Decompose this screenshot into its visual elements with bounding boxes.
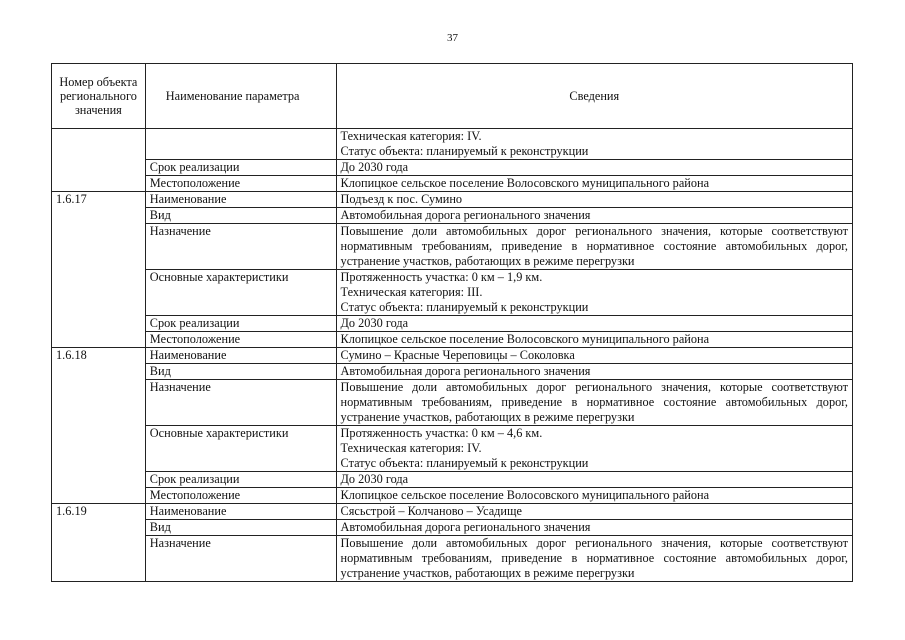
table-row xyxy=(52,192,853,208)
parameter-cell: Основные характеристики xyxy=(145,426,336,472)
value-cell xyxy=(336,426,852,472)
table-body xyxy=(52,129,853,582)
table-row xyxy=(52,536,853,582)
value-cell: Автомобильная дорога регионального значения xyxy=(336,364,852,380)
table-row xyxy=(52,224,853,270)
table-row xyxy=(52,472,853,488)
table-row xyxy=(52,208,853,224)
value-cell: Клопицкое сельское поселение Волосовского муниципального района xyxy=(336,176,852,192)
value-cell: Подъезд к пос. Сумино xyxy=(336,192,852,208)
parameter-cell: Наименование xyxy=(145,192,336,208)
value-cell: Повышение доли автомобильных дорог регионального значения, которые соответствуют нормативным требованиям, приведение в нормативное состояние автомобильных дорог, устранение участков, работающих в режиме перегрузки xyxy=(336,224,852,270)
value-line: Статус объекта: планируемый к реконструкции xyxy=(340,456,589,470)
table-row xyxy=(52,270,853,316)
table-row xyxy=(52,426,853,472)
object-number-cell: 1.6.18 xyxy=(52,348,146,504)
parameter-cell: Местоположение xyxy=(145,176,336,192)
value-cell: До 2030 года xyxy=(336,316,852,332)
value-line: Техническая категория: IV. xyxy=(340,441,482,455)
value-cell: Повышение доли автомобильных дорог регионального значения, которые соответствуют нормативным требованиям, приведение в нормативное состояние автомобильных дорог, устранение участков, работающих в режиме перегрузки xyxy=(336,380,852,426)
header-parameter-name: Наименование параметра xyxy=(145,64,336,129)
value-line: Протяженность участка: 0 км – 1,9 км. xyxy=(340,270,543,284)
value-line: Техническая категория: III. xyxy=(340,285,483,299)
value-line: Техническая категория: IV. xyxy=(340,129,482,143)
parameter-cell: Вид xyxy=(145,208,336,224)
value-cell: Сясьстрой – Колчаново – Усадище xyxy=(336,504,852,520)
header-object-number: Номер объекта регионального значения xyxy=(52,64,146,129)
value-cell: Повышение доли автомобильных дорог регионального значения, которые соответствуют нормативным требованиям, приведение в нормативное состояние автомобильных дорог, устранение участков, работающих в режиме перегрузки xyxy=(336,536,852,582)
parameter-cell: Назначение xyxy=(145,380,336,426)
value-cell: Автомобильная дорога регионального значения xyxy=(336,208,852,224)
value-cell: Автомобильная дорога регионального значения xyxy=(336,520,852,536)
parameter-cell: Назначение xyxy=(145,224,336,270)
parameter-cell: Срок реализации xyxy=(145,316,336,332)
table-row xyxy=(52,520,853,536)
table-row xyxy=(52,380,853,426)
table-row xyxy=(52,348,853,364)
parameter-cell: Вид xyxy=(145,364,336,380)
parameter-cell: Вид xyxy=(145,520,336,536)
parameter-cell: Срок реализации xyxy=(145,472,336,488)
value-cell xyxy=(336,129,852,160)
regional-objects-table xyxy=(51,63,853,582)
table-row xyxy=(52,316,853,332)
object-number-cell: 1.6.19 xyxy=(52,504,146,582)
header-details: Сведения xyxy=(336,64,852,129)
parameter-cell: Наименование xyxy=(145,348,336,364)
object-number-cell: 1.6.17 xyxy=(52,192,146,348)
table-row xyxy=(52,129,853,160)
parameter-cell: Местоположение xyxy=(145,332,336,348)
value-cell: Сумино – Красные Череповицы – Соколовка xyxy=(336,348,852,364)
table-row xyxy=(52,488,853,504)
value-line: Статус объекта: планируемый к реконструкции xyxy=(340,300,589,314)
parameter-cell: Наименование xyxy=(145,504,336,520)
value-cell: Клопицкое сельское поселение Волосовского муниципального района xyxy=(336,332,852,348)
value-cell xyxy=(336,270,852,316)
table-header-row xyxy=(52,64,853,129)
parameter-cell: Назначение xyxy=(145,536,336,582)
parameter-cell: Основные характеристики xyxy=(145,270,336,316)
table-row xyxy=(52,364,853,380)
value-line: Протяженность участка: 0 км – 4,6 км. xyxy=(340,426,543,440)
object-number-cell xyxy=(52,129,146,192)
table-row xyxy=(52,332,853,348)
parameter-cell: Местоположение xyxy=(145,488,336,504)
value-cell: Клопицкое сельское поселение Волосовского муниципального района xyxy=(336,488,852,504)
parameter-cell: Срок реализации xyxy=(145,160,336,176)
table-row xyxy=(52,176,853,192)
table-row xyxy=(52,160,853,176)
value-line: Статус объекта: планируемый к реконструкции xyxy=(340,144,589,158)
value-cell: До 2030 года xyxy=(336,472,852,488)
table-row xyxy=(52,504,853,520)
page-number: 37 xyxy=(447,32,458,44)
parameter-cell xyxy=(145,129,336,160)
value-cell: До 2030 года xyxy=(336,160,852,176)
